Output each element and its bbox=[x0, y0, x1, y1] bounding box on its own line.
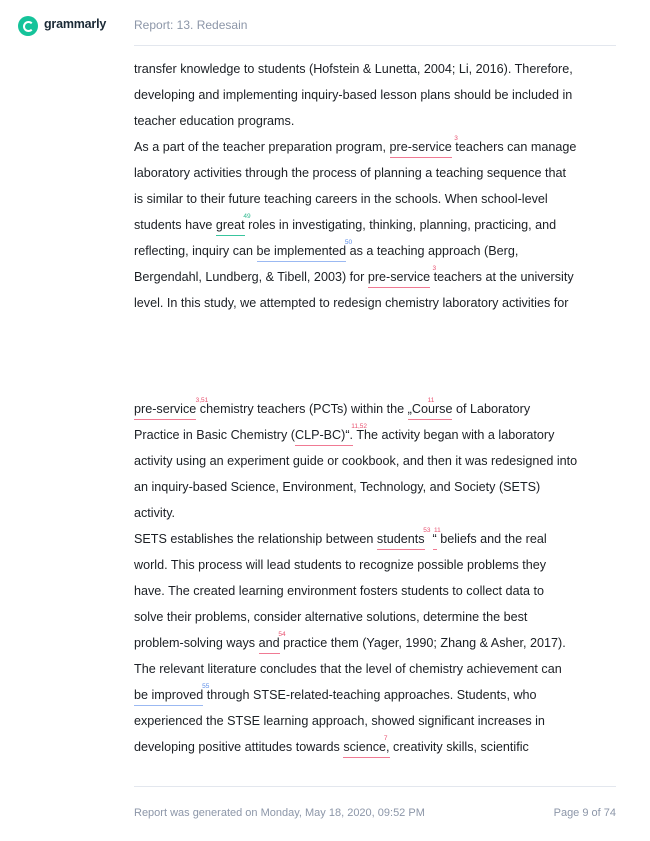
text-line: experienced the STSE learning approach, showed significant increases in bbox=[134, 714, 545, 728]
correctness-mark[interactable] bbox=[376, 527, 431, 550]
text-line: have. The created learning environment fosters students to collect data to bbox=[134, 584, 545, 598]
text-run: through STSE-related-teaching approaches. Students, who bbox=[203, 688, 537, 702]
clarity-mark[interactable] bbox=[256, 239, 353, 262]
text-line bbox=[134, 422, 614, 448]
issue-number: 55 bbox=[202, 683, 210, 690]
text-line: solve their problems, consider alternative solutions, determine the best bbox=[134, 610, 528, 624]
marked-text: CLP-BC)“. bbox=[294, 428, 354, 442]
correctness-mark[interactable] bbox=[389, 135, 458, 158]
text-line bbox=[134, 682, 614, 708]
text-run: chemistry teachers (PCTs) within the bbox=[196, 402, 408, 416]
marked-text: students bbox=[376, 532, 425, 546]
text-block-top bbox=[134, 56, 614, 316]
text-line: activity. bbox=[134, 506, 176, 520]
correctness-mark[interactable] bbox=[258, 631, 286, 654]
text-line: an inquiry-based Science, Environment, Technology, and Society (SETS) bbox=[134, 480, 541, 494]
text-run: developing positive attitudes towards bbox=[134, 740, 344, 754]
text-line: teacher education programs. bbox=[134, 114, 295, 128]
issue-number: 11 bbox=[427, 397, 435, 404]
text-line bbox=[134, 264, 614, 290]
page-indicator: Page 9 of 74 bbox=[553, 807, 616, 819]
issue-number: 50 bbox=[344, 239, 353, 246]
grammarly-logo-icon bbox=[18, 16, 38, 36]
text-line: The relevant literature concludes that the level of chemistry achievement can bbox=[134, 662, 562, 676]
issue-number: 3,51 bbox=[195, 397, 209, 404]
text-line bbox=[134, 396, 614, 422]
text-run: creativity skills, scientific bbox=[389, 740, 529, 754]
marked-text: be improved bbox=[134, 688, 204, 702]
issue-number: 3 bbox=[432, 265, 437, 272]
marked-text: “ bbox=[432, 532, 437, 546]
correctness-mark[interactable] bbox=[367, 265, 437, 288]
text-run: roles in investigating, thinking, planning, practicing, and bbox=[244, 218, 557, 232]
clarity-mark[interactable] bbox=[134, 683, 210, 706]
report-generated-text: Report was generated on Monday, May 18, 2020, 09:52 PM bbox=[134, 807, 425, 819]
report-title: Report: 13. Redesain bbox=[134, 18, 248, 32]
correctness-mark[interactable] bbox=[294, 423, 368, 446]
correctness-mark[interactable] bbox=[134, 397, 209, 420]
text-run: reflecting, inquiry can bbox=[134, 244, 257, 258]
issue-number: 3 bbox=[454, 135, 458, 142]
text-line: activity using an experiment guide or cookbook, and then it was redesigned into bbox=[134, 454, 578, 468]
text-line bbox=[134, 238, 614, 264]
text-line bbox=[134, 630, 614, 656]
text-run: Bergendahl, Lundberg, & Tibell, 2003) for bbox=[134, 270, 368, 284]
text-line bbox=[134, 212, 614, 238]
text-run: practice them (Yager, 1990; Zhang & Asher, 2017). bbox=[279, 636, 566, 650]
header-divider bbox=[134, 45, 616, 46]
text-run: as a teaching approach (Berg, bbox=[346, 244, 519, 258]
text-run: problem-solving ways bbox=[134, 636, 259, 650]
issue-number: 54 bbox=[278, 631, 286, 638]
marked-text: great bbox=[215, 218, 245, 232]
text-block-bottom bbox=[134, 396, 614, 760]
marked-text: and bbox=[258, 636, 280, 650]
engagement-mark[interactable] bbox=[215, 213, 251, 236]
text-run: As a part of the teacher preparation program, bbox=[134, 140, 390, 154]
text-line bbox=[134, 526, 614, 552]
brand-name: grammarly bbox=[44, 17, 107, 31]
text-run: Practice in Basic Chemistry ( bbox=[134, 428, 295, 442]
issue-number: 7 bbox=[383, 735, 388, 742]
marked-text: be implemented bbox=[256, 244, 347, 258]
marked-text: „Course bbox=[407, 402, 453, 416]
text-line: developing and implementing inquiry-based lesson plans should be included in bbox=[134, 88, 573, 102]
text-line bbox=[134, 134, 614, 160]
text-run: SETS establishes the relationship between bbox=[134, 532, 377, 546]
text-run: students have bbox=[134, 218, 216, 232]
text-line: laboratory activities through the process of planning a teaching sequence that bbox=[134, 166, 566, 180]
issue-number: 53 bbox=[423, 527, 431, 534]
marked-text: pre-service bbox=[367, 270, 431, 284]
text-line: world. This process will lead students to recognize possible problems they bbox=[134, 558, 547, 572]
text-run: teachers at the university bbox=[430, 270, 574, 284]
marked-text: pre-service bbox=[134, 402, 197, 416]
marked-text: pre-service bbox=[389, 140, 452, 154]
marked-text: science, bbox=[343, 740, 390, 754]
issue-number: 49 bbox=[243, 213, 251, 220]
text-run: of Laboratory bbox=[452, 402, 531, 416]
report-header bbox=[0, 0, 650, 50]
text-run: The activity began with a laboratory bbox=[353, 428, 555, 442]
text-line: is similar to their future teaching careers in the schools. When school-level bbox=[134, 192, 548, 206]
text-run: teachers can manage bbox=[451, 140, 577, 154]
text-line bbox=[134, 734, 614, 760]
text-run: beliefs and the real bbox=[436, 532, 547, 546]
text-line: level. In this study, we attempted to redesign chemistry laboratory activities for bbox=[134, 296, 569, 310]
correctness-mark[interactable] bbox=[432, 527, 441, 550]
text-line: transfer knowledge to students (Hofstein & Lunetta, 2004; Li, 2016). Therefore, bbox=[134, 62, 573, 76]
footer-divider bbox=[134, 786, 616, 787]
correctness-mark[interactable] bbox=[407, 397, 453, 420]
issue-number: 11 bbox=[433, 527, 441, 534]
correctness-mark[interactable] bbox=[343, 735, 390, 758]
issue-number: 11,52 bbox=[351, 423, 368, 430]
